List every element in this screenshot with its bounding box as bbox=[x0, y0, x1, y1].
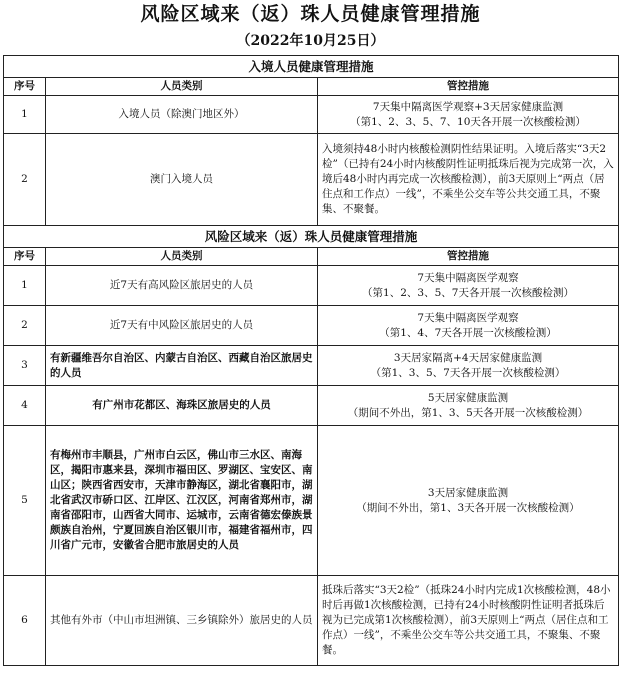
row-measures bbox=[318, 266, 619, 306]
header-category: 人员类别 bbox=[46, 78, 318, 96]
measures-table bbox=[3, 55, 619, 666]
section-2-title-row bbox=[4, 226, 619, 248]
table-row bbox=[4, 346, 619, 386]
measure-line: （期间不外出，第1、3天各开展一次核酸检测） bbox=[356, 501, 580, 514]
document-title: 风险区域来（返）珠人员健康管理措施 bbox=[140, 3, 481, 25]
row-measures bbox=[318, 96, 619, 134]
table-row bbox=[4, 266, 619, 306]
row-no: 1 bbox=[4, 96, 46, 134]
table-row bbox=[4, 576, 619, 666]
row-category: 有梅州市丰顺县，广州市白云区，佛山市三水区、南海区，揭阳市惠来县，深圳市福田区、罗湖区、宝安区、南山区；陕西省西安市，天津市静海区，湖北省襄阳市，湖北省武汉市硚口区、江岸区、江汉区，河南省郑州市，湖南省邵阳市，山西省大同市、运城市，云南省德宏傣族景颇族自治州，宁夏回族自治区银川市，福建省福州市，四川省广元市，安徽省合肥市旅居史的人员 bbox=[46, 426, 318, 576]
row-no: 3 bbox=[4, 346, 46, 386]
table-row bbox=[4, 134, 619, 226]
row-category: 近7天有高风险区旅居史的人员 bbox=[46, 266, 318, 306]
measure-line: 7天集中隔离医学观察+3天居家健康监测 bbox=[372, 100, 564, 113]
row-category: 澳门入境人员 bbox=[46, 134, 318, 226]
row-no: 4 bbox=[4, 386, 46, 426]
header-category: 人员类别 bbox=[46, 248, 318, 266]
row-no: 2 bbox=[4, 134, 46, 226]
section-1-title: 入境人员健康管理措施 bbox=[4, 56, 619, 78]
table-row bbox=[4, 96, 619, 134]
section-1-title-row bbox=[4, 56, 619, 78]
row-measures: 入境须持48小时内核酸检测阴性结果证明。入境后落实“3天2检”（已持有24小时内核酸阴性证明抵珠后视为完成第一次，入境后48小时内再完成一次核酸检测），前3天原则上“两点（居住点和工作点）一线”，不乘坐公交车等公共交通工具，不聚集、不聚餐。 bbox=[318, 134, 619, 226]
measure-line: （第1、2、3、5、7、10天各开展一次核酸检测） bbox=[350, 115, 586, 128]
row-no: 6 bbox=[4, 576, 46, 666]
table-row bbox=[4, 426, 619, 576]
header-measures: 管控措施 bbox=[318, 248, 619, 266]
document-date: （2022年10月25日） bbox=[236, 33, 385, 49]
row-no: 2 bbox=[4, 306, 46, 346]
measure-line: 5天居家健康监测 bbox=[427, 391, 509, 404]
row-category: 有广州市花都区、海珠区旅居史的人员 bbox=[46, 386, 318, 426]
measure-line: （第1、3、5、7天各开展一次核酸检测） bbox=[370, 366, 566, 379]
section-2-header-row bbox=[4, 248, 619, 266]
measure-line: 3天居家健康监测 bbox=[427, 486, 509, 499]
row-category: 入境人员（除澳门地区外） bbox=[46, 96, 318, 134]
measure-line: 7天集中隔离医学观察 bbox=[417, 311, 519, 324]
measure-line: 7天集中隔离医学观察 bbox=[417, 271, 519, 284]
measure-line: （第1、4、7天各开展一次核酸检测） bbox=[379, 326, 557, 339]
measure-line: 3天居家隔离+4天居家健康监测 bbox=[393, 351, 543, 364]
row-measures bbox=[318, 386, 619, 426]
header-no: 序号 bbox=[4, 248, 46, 266]
section-1-header-row bbox=[4, 78, 619, 96]
row-category: 近7天有中风险区旅居史的人员 bbox=[46, 306, 318, 346]
row-no: 1 bbox=[4, 266, 46, 306]
header-measures: 管控措施 bbox=[318, 78, 619, 96]
table-row bbox=[4, 386, 619, 426]
row-measures: 抵珠后落实“3天2检”（抵珠24小时内完成1次核酸检测，48小时后再做1次核酸检测，已持有24小时核酸阴性证明者抵珠后视为已完成第1次核酸检测），前3天原则上“两点（居住点和工作点）一线”，不乘坐公交车等公共交通工具，不聚集、不聚餐。 bbox=[318, 576, 619, 666]
row-category: 有新疆维吾尔自治区、内蒙古自治区、西藏自治区旅居史的人员 bbox=[46, 346, 318, 386]
row-measures bbox=[318, 346, 619, 386]
table-row bbox=[4, 306, 619, 346]
measure-line: （第1、2、3、5、7天各开展一次核酸检测） bbox=[362, 286, 574, 299]
row-measures bbox=[318, 426, 619, 576]
measure-line: （期间不外出，第1、3、5天各开展一次核酸检测） bbox=[347, 406, 589, 419]
header-no: 序号 bbox=[4, 78, 46, 96]
row-category: 其他有外市（中山市坦洲镇、三乡镇除外）旅居史的人员 bbox=[46, 576, 318, 666]
row-measures bbox=[318, 306, 619, 346]
section-2-title: 风险区域来（返）珠人员健康管理措施 bbox=[4, 226, 619, 248]
row-no: 5 bbox=[4, 426, 46, 576]
